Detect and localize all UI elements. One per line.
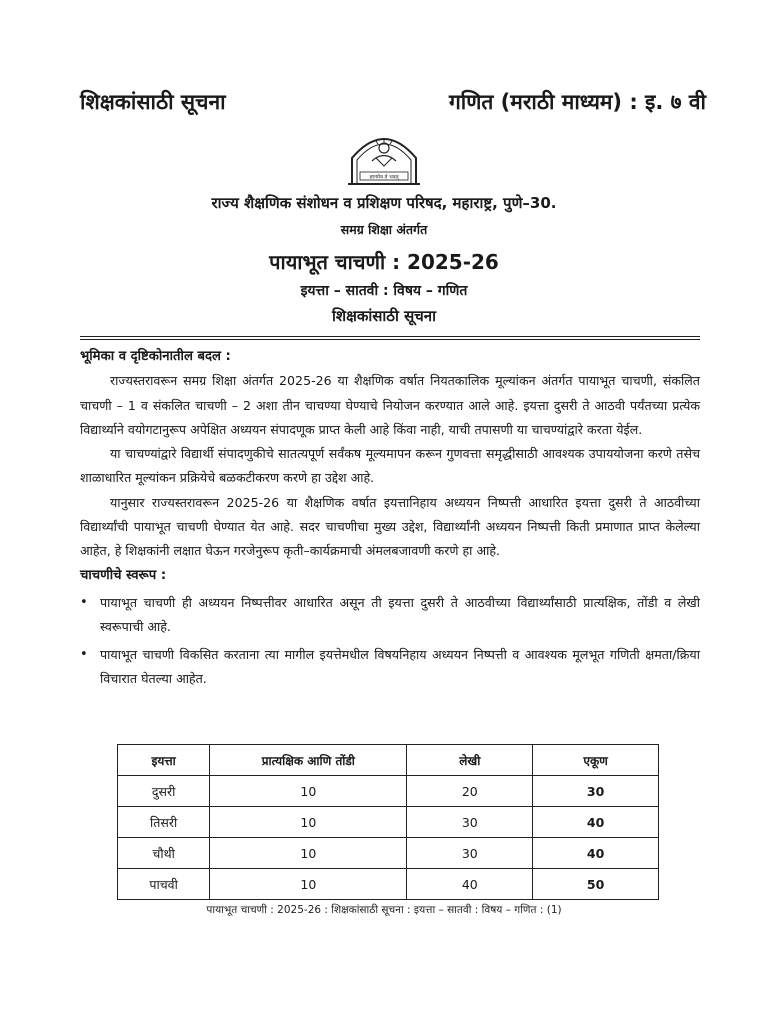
divider-line	[80, 336, 700, 337]
table-cell: 10	[210, 807, 407, 838]
divider-line	[80, 339, 700, 340]
paragraph: राज्यस्तरावरून समग्र शिक्षा अंतर्गत 2025-26 या शैक्षणिक वर्षात नियतकालिक मूल्यांकन अंतर्गत पायाभूत चाचणी, संकलित चाचणी – 1 व संकलित चाचणी – 2 अशा तीन चाचण्या घेण्याचे नियोजन करण्यात आले आहे. इयत्ता दुसरी ते आठवी पर्यंतच्या प्रत्येक विद्यार्थ्याने वयोगटानुरूप अपेक्षित अध्ययन संपादणूक प्राप्त केली आहे किंवा नाही, याची तपासणी या चाचण्यांद्वारे करता येईल.	[80, 373, 700, 437]
header-left-title: शिक्षकांसाठी सूचना	[80, 90, 226, 114]
program-subtitle: समग्र शिक्षा अंतर्गत	[340, 222, 428, 237]
table-cell: 40	[407, 869, 533, 900]
bullet-dot-icon: •	[80, 646, 88, 662]
table-cell: 30	[407, 807, 533, 838]
teacher-instructions-title: शिक्षकांसाठी सूचना	[332, 307, 436, 325]
organization-name: राज्य शैक्षणिक संशोधन व प्रशिक्षण परिषद, महाराष्ट्र, पुणे–30.	[211, 194, 557, 212]
paragraph: या चाचण्यांद्वारे विद्यार्थी संपादणुकीचे सातत्यपूर्ण सर्वंकष मूल्यमापन करून गुणवत्ता समृद्धीसाठी आवश्यक उपाययोजना करणे तसेच शाळाधारित मूल्यांकन प्रक्रियेचे बळकटीकरण करणे हा उद्देश आहे.	[80, 446, 700, 486]
table-cell: चौथी	[118, 838, 210, 869]
table-row	[118, 838, 659, 869]
marks-table	[117, 744, 659, 900]
table-cell-total: 50	[533, 869, 659, 900]
table-row	[118, 776, 659, 807]
table-row	[118, 807, 659, 838]
emblem-motto: ज्ञानमेव ते भवत्	[369, 174, 399, 181]
table-cell-total: 40	[533, 807, 659, 838]
format-bullet-list	[80, 591, 700, 691]
test-title: पायाभूत चाचणी : 2025-26	[269, 250, 499, 274]
table-cell: 10	[210, 869, 407, 900]
table-cell: 10	[210, 838, 407, 869]
table-cell: पाचवी	[118, 869, 210, 900]
table-header-row	[118, 745, 659, 776]
instructions-body	[80, 345, 700, 691]
bullet-item: • पायाभूत चाचणी विकसित करताना त्या मागील इयत्तेमधील विषयनिहाय अध्ययन निष्पत्ती व आवश्यक मूलभूत गणिती क्षमता/क्रिया विचारात घेतल्या आहेत.	[100, 643, 700, 692]
page-footer: पायाभूत चाचणी : 2025-26 : शिक्षकांसाठी सूचना : इयत्ता – सातवी : विषय – गणित : (1)	[206, 904, 562, 916]
class-subject-line: इयत्ता – सातवी : विषय – गणित	[300, 283, 468, 299]
section-heading-format: चाचणीचे स्वरूप :	[80, 567, 167, 583]
table-cell: तिसरी	[118, 807, 210, 838]
table-cell: दुसरी	[118, 776, 210, 807]
column-header: लेखी	[407, 745, 533, 776]
table-cell-total: 30	[533, 776, 659, 807]
header-right-title: गणित (मराठी माध्यम) : इ. ७ वी	[448, 90, 706, 114]
bullet-item: • पायाभूत चाचणी ही अध्ययन निष्पत्तीवर आधारित असून ती इयत्ता दुसरी ते आठवीच्या विद्यार्थ्यांसाठी प्रात्यक्षिक, तोंडी व लेखी स्वरूपाची आहे.	[100, 591, 700, 640]
paragraph: यानुसार राज्यस्तरावरून 2025-26 या शैक्षणिक वर्षात इयत्तानिहाय अध्ययन निष्पत्ती आधारित इयत्ता दुसरी ते आठवीच्या विद्यार्थ्यांची पायाभूत चाचणी घेण्यात येत आहे. सदर चाचणीचा मुख्य उद्देश, विद्यार्थ्यांनी अध्ययन निष्पत्ती किती प्रमाणात प्राप्त केलेल्या आहेत, हे शिक्षकांनी लक्षात घेऊन गरजेनुरूप कृती–कार्यक्रमाची अंमलबजावणी करणे हा आहे.	[80, 494, 700, 559]
table-row	[118, 869, 659, 900]
bullet-dot-icon: •	[80, 594, 88, 610]
table-cell: 20	[407, 776, 533, 807]
column-header: एकूण	[533, 745, 659, 776]
table-cell: 10	[210, 776, 407, 807]
scert-emblem-logo	[346, 128, 422, 188]
table-cell-total: 40	[533, 838, 659, 869]
column-header: प्रात्यक्षिक आणि तोंडी	[210, 745, 407, 776]
column-header: इयत्ता	[118, 745, 210, 776]
section-heading-role: भूमिका व दृष्टिकोनातील बदल :	[80, 349, 231, 364]
table-cell: 30	[407, 838, 533, 869]
